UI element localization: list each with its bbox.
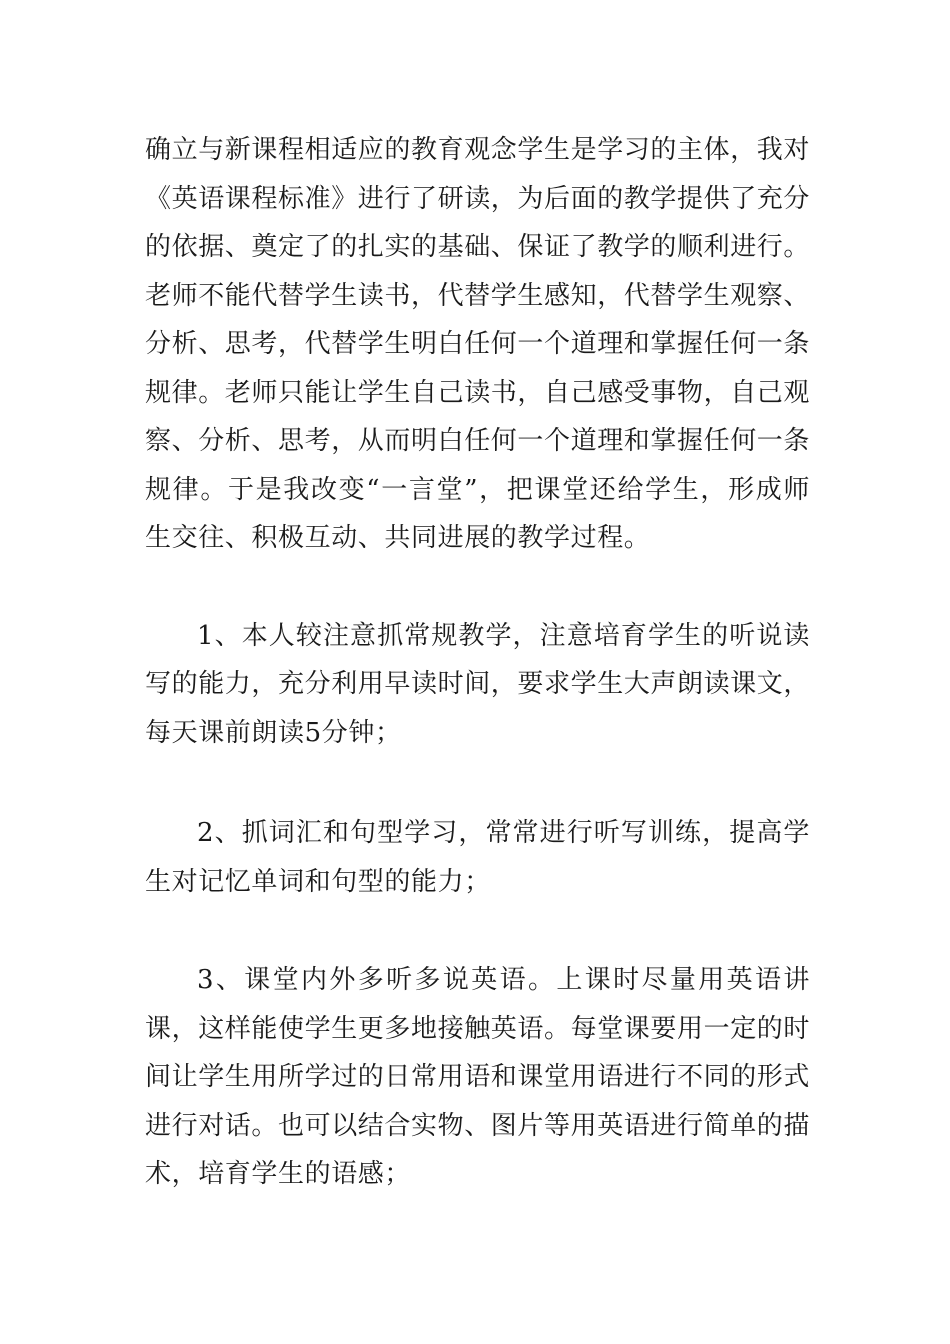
paragraph-intro: 确立与新课程相适应的教育观念学生是学习的主体，我对《英语课程标准》进行了研读，为后面的教学提供了充分的依据、奠定了的扎实的基础、保证了教学的顺利进行。老师不能代替学生读书，代替学生感知，代替学生观察、分析、思考，代替学生明白任何一个道理和掌握任何一条规律。老师只能让学生自己读书，自己感受事物，自己观察、分析、思考，从而明白任何一个道理和掌握任何一条规律。于是我改变“一言堂”，把课堂还给学生，形成师生交往、积极互动、共同进展的教学过程。	[145, 135, 811, 553]
paragraph-item-2: 2、抓词汇和句型学习，常常进行听写训练，提高学生对记忆单词和句型的能力；	[145, 818, 810, 897]
document-body	[145, 126, 810, 1199]
paragraph-item-3: 3、课堂内外多听多说英语。上课时尽量用英语讲课，这样能使学生更多地接触英语。每堂课要用一定的时间让学生用所学过的日常用语和课堂用语进行不同的形式进行对话。也可以结合实物、图片等用英语进行简单的描术，培育学生的语感；	[145, 965, 811, 1189]
paragraph-item-1: 1、本人较注意抓常规教学，注意培育学生的听说读写的能力，充分利用早读时间，要求学生大声朗读课文，每天课前朗读5分钟；	[145, 620, 811, 748]
